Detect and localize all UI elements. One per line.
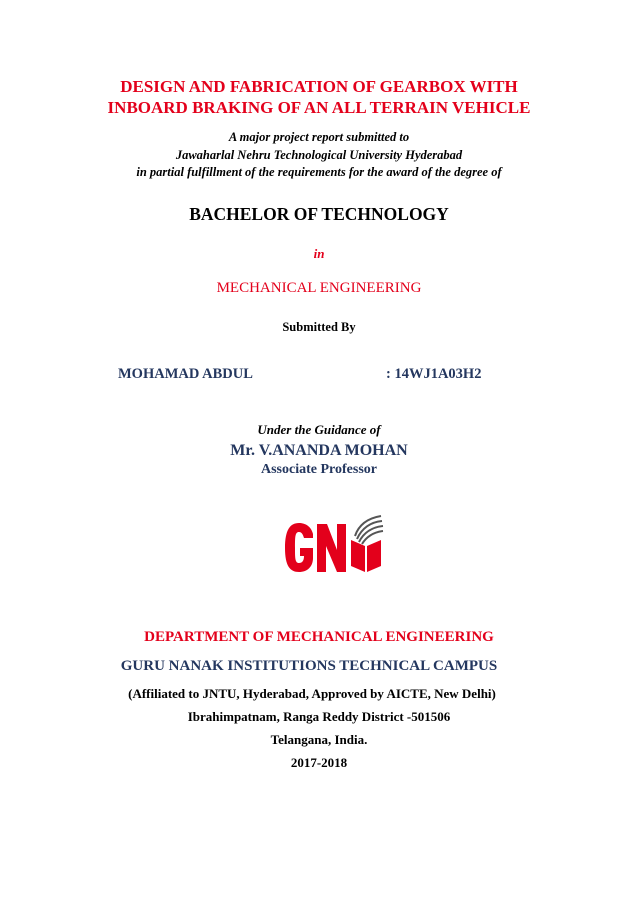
report-title-line-2: INBOARD BRAKING OF AN ALL TERRAIN VEHICLE	[107, 98, 531, 117]
guide-designation: Associate Professor	[261, 462, 377, 477]
student-name: MOHAMAD ABDUL	[118, 366, 253, 382]
submitted-by-label: Submitted By	[282, 320, 356, 334]
branch-name: MECHANICAL ENGINEERING	[216, 280, 422, 296]
department-name: DEPARTMENT OF MECHANICAL ENGINEERING	[144, 629, 494, 645]
state-line: Telangana, India.	[270, 732, 368, 747]
submission-line-3: in partial fulfillment of the requirements for the award of the degree of	[136, 165, 502, 179]
degree-name: BACHELOR OF TECHNOLOGY	[189, 204, 449, 224]
submission-line-2: Jawaharlal Nehru Technological University Hyderabad	[175, 148, 463, 162]
institution-logo	[283, 510, 385, 578]
report-title-line-1: DESIGN AND FABRICATION OF GEARBOX WITH	[120, 77, 518, 96]
affiliation-line: (Affiliated to JNTU, Hyderabad, Approved by AICTE, New Delhi)	[128, 686, 496, 701]
in-word: in	[313, 246, 325, 261]
address-line: Ibrahimpatnam, Ranga Reddy District -501506	[187, 709, 451, 724]
submission-line-1: A major project report submitted to	[228, 130, 410, 144]
guidance-label: Under the Guidance of	[257, 422, 381, 437]
guide-name: Mr. V.ANANDA MOHAN	[230, 442, 408, 459]
academic-year: 2017-2018	[290, 755, 348, 770]
student-roll-number: : 14WJ1A03H2	[386, 366, 482, 382]
institution-name: GURU NANAK INSTITUTIONS TECHNICAL CAMPUS	[120, 658, 498, 674]
gni-logo-icon	[283, 510, 385, 578]
